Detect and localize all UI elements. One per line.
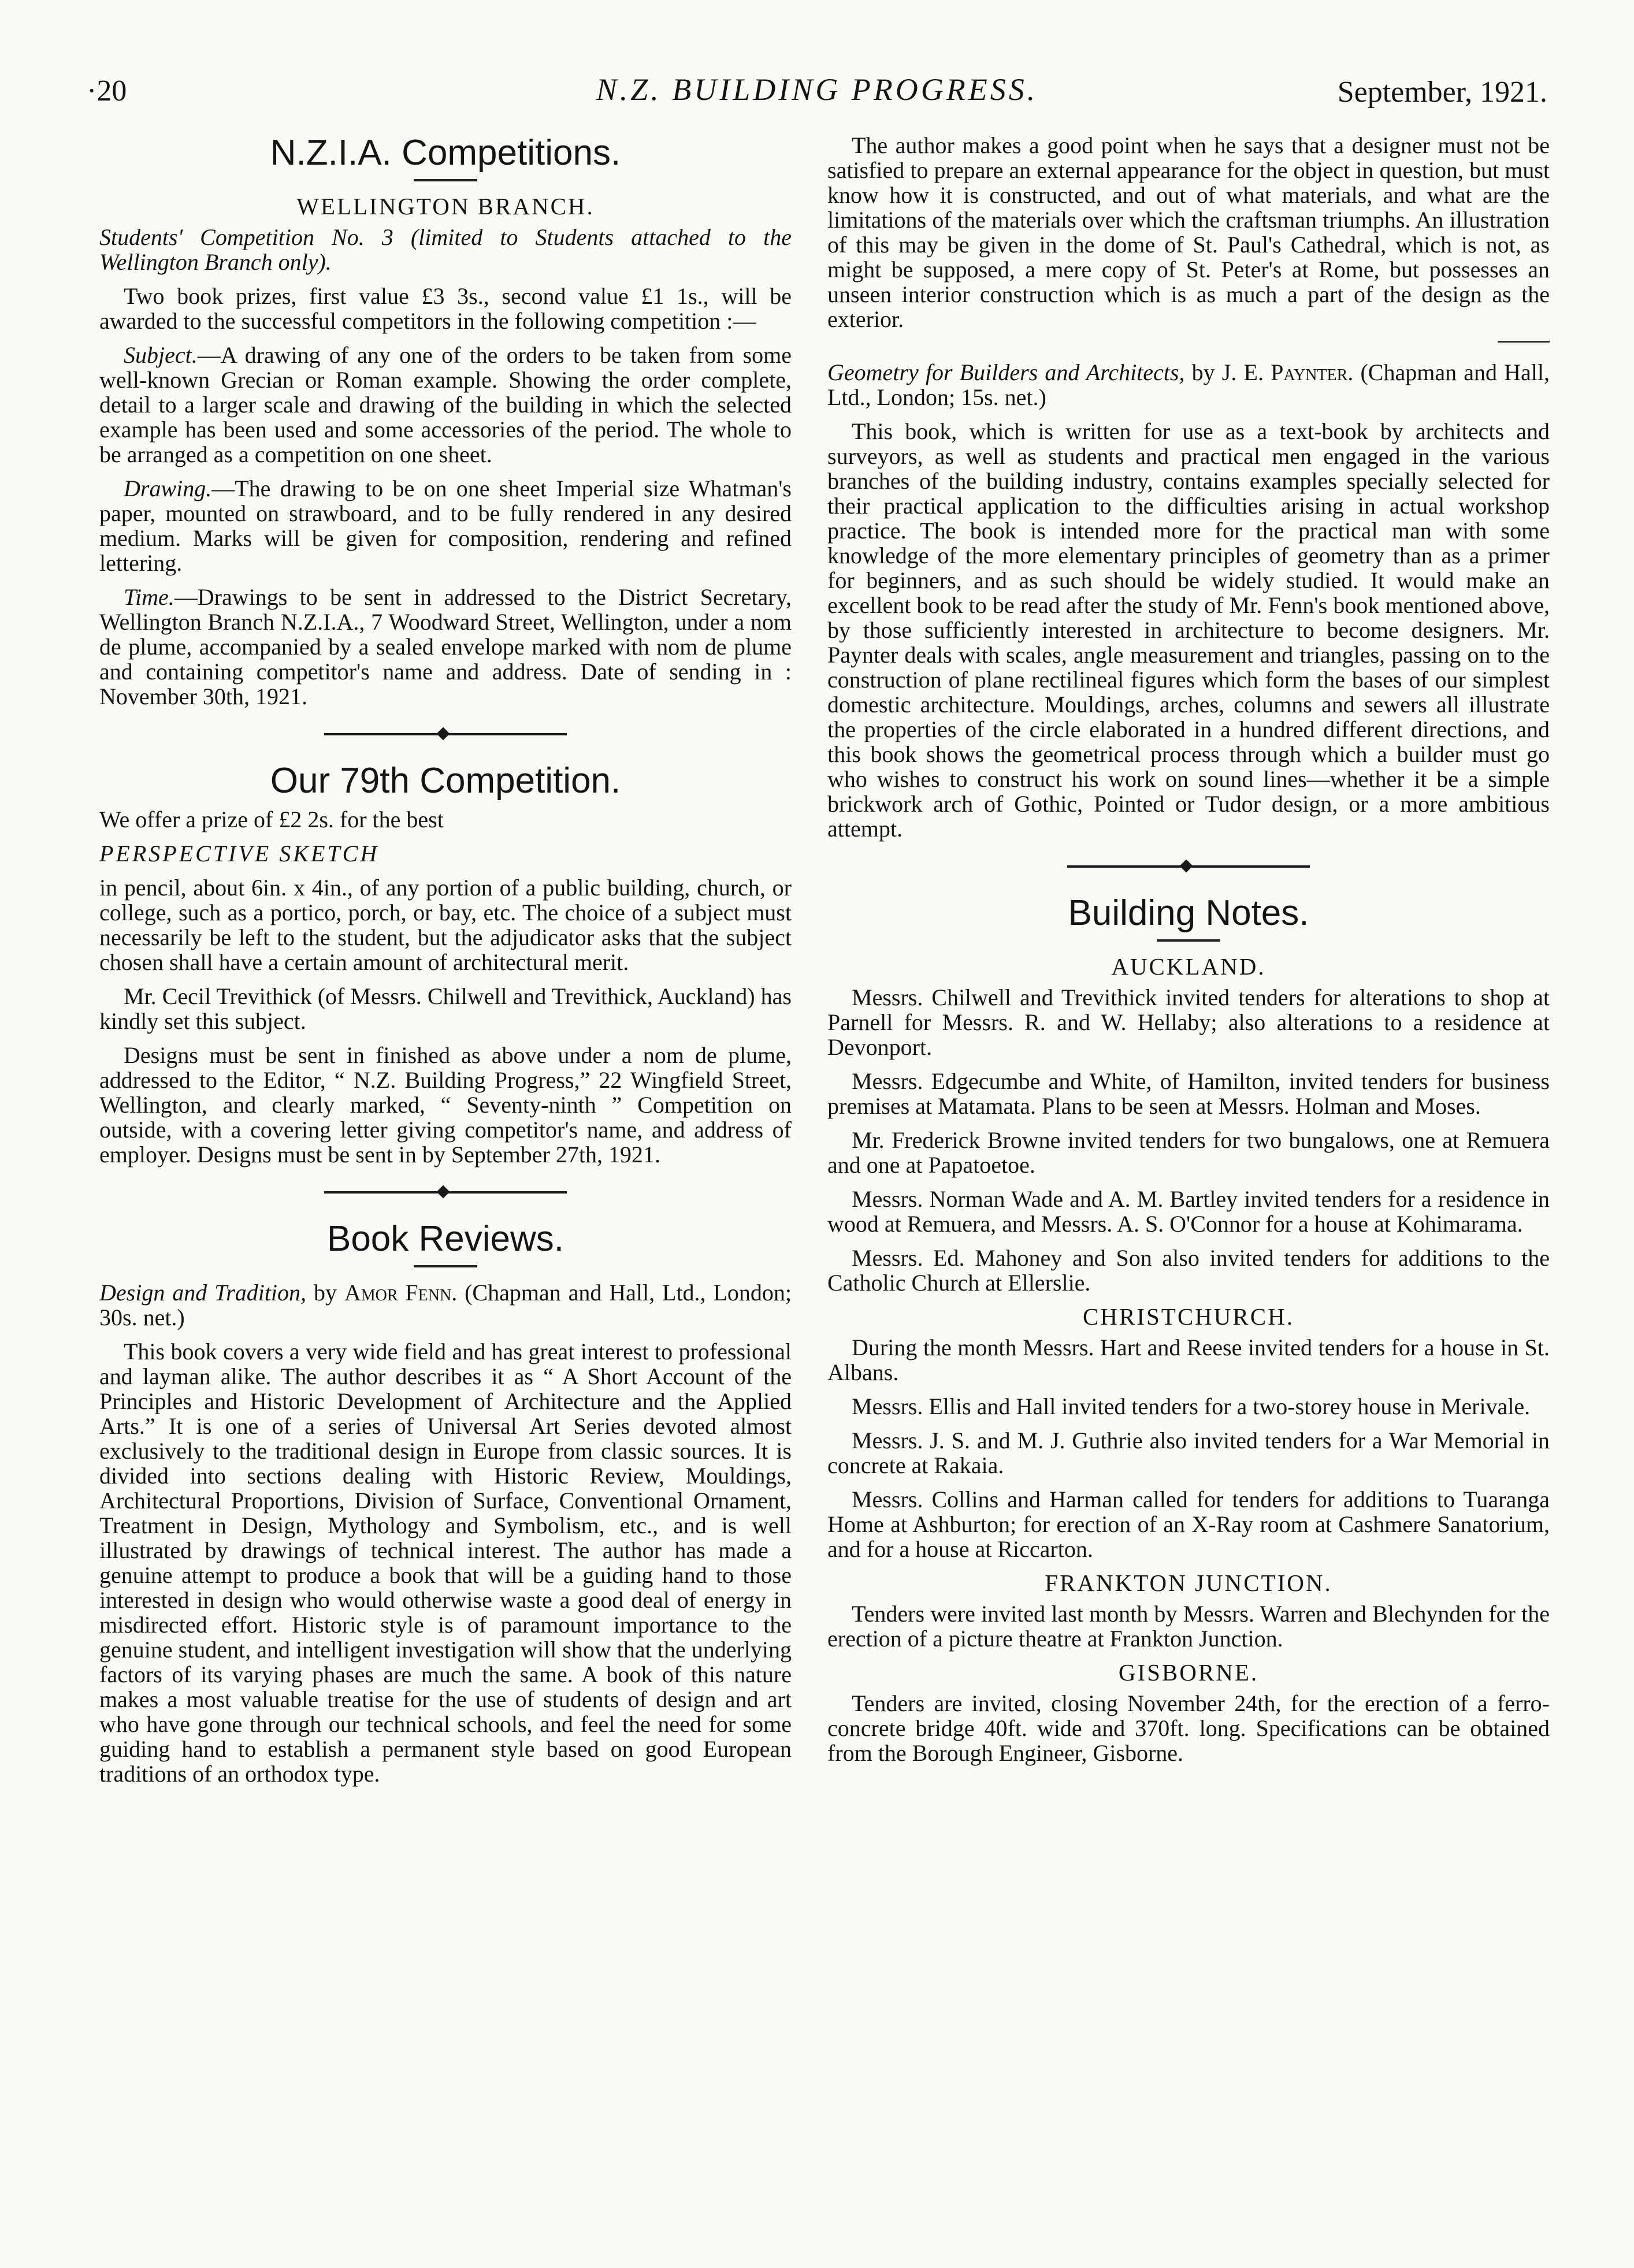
- subject-label: Subject.: [124, 342, 198, 368]
- note-item: Messrs. Chilwell and Trevithick invited tenders for alterations to shop at Parnell for Messrs. R. and W. Hellaby; also alterations to a residence at Devonport.: [827, 984, 1550, 1060]
- competition-subtitle: Students' Competition No. 3 (limited to Students attached to the Wellington Branch only).: [99, 224, 792, 275]
- note-item: Mr. Frederick Browne invited tenders for two bungalows, one at Remuera and one at Papatoetoe.: [827, 1127, 1550, 1178]
- issue-date: September, 1921.: [1337, 76, 1547, 109]
- competition-body: in pencil, about 6in. x 4in., of any portion of a public building, church, or college, such as a portico, porch, or bay, etc. The choice of a subject must necessarily be left to the student, but the adjudicator asks that the subject chosen shall have a certain amount of architectural merit.: [99, 875, 792, 975]
- left-column: [99, 133, 792, 1795]
- region-auckland: AUCKLAND.: [1111, 953, 1266, 980]
- review-continuation: The author makes a good point when he says that a designer must not be satisfied to prepare an external appearance for the object in question, but must know how it is constructed, and out of what materials, and what are the limitations of the materials over which the craftsman triumphs. An illustration of this may be given in the dome of St. Paul's Cathedral, which is not, as might be supposed, a mere copy of St. Peter's at Rome, but possesses an unseen interior construction which is as much a part of the design as the exterior.: [827, 132, 1550, 332]
- note-item: Messrs. Edgecumbe and White, of Hamilton, invited tenders for business premises at Matamata. Plans to be seen at Messrs. Holman and Moses.: [827, 1068, 1550, 1119]
- book1-citation: [99, 1280, 792, 1330]
- region-frankton: FRANKTON JUNCTION.: [1045, 1570, 1332, 1596]
- time-text: —Drawings to be sent in addressed to the District Secretary, Wellington Branch N.Z.I.A., 7 Woodward Street, Wellington, under a nom de plume, accompanied by a sealed envelope marked with nom de plume and containing competitor's name and address. Date of sending in : November 30th, 1921.: [99, 584, 792, 709]
- page-header: [87, 68, 1547, 120]
- book2-publisher: . (Chapman and Hall, Ltd., London; 15s. net.): [827, 359, 1550, 410]
- note-item: Tenders were invited last month by Messrs. Warren and Blechynden for the erection of a picture theatre at Frankton Junction.: [827, 1601, 1550, 1652]
- note-item: Messrs. Norman Wade and A. M. Bartley invited tenders for a residence in wood at Remuera, and Messrs. A. S. O'Connor for a house at Kohimarama.: [827, 1186, 1550, 1237]
- publication-title: N.Z. BUILDING PROGRESS.: [596, 72, 1038, 107]
- section-divider: [324, 724, 567, 743]
- drawing-label: Drawing.: [124, 475, 212, 501]
- note-item: Messrs. Ellis and Hall invited tenders for a two-storey house in Merivale.: [852, 1393, 1531, 1419]
- heading-rule: [1157, 939, 1220, 942]
- book2-review: This book, which is written for use as a text-book by architects and surveyors, as well as students and practical men engaged in the various branches of the building industry, contains examples specially selected for their practical application to the difficulties arising in actual workshop practice. The book is intended more for the practical man with some knowledge of the more elementary principles of geometry than as a primer for beginners, and as such should be widely studied. It would make an excellent book to be read after the study of Mr. Fenn's book mentioned above, by those sufficiently interested in architecture to become designers. Mr. Paynter deals with scales, angle measurement and triangles, passing on to the construction of plane rectilineal figures which form the bases of our simplest domestic architecture. Mouldings, arches, columns and sewers all illustrate the properties of the circle elaborated in a hundred different directions, and this book shows the geometrical process through which a builder must go who wishes to construct his work on sound lines—whether it be a simple brickwork arch of Gothic, Pointed or Tudor design, or a more ambitious attempt.: [827, 418, 1550, 842]
- book2-by: by J. E.: [1184, 359, 1271, 385]
- nzia-heading: N.Z.I.A. Competitions.: [270, 133, 621, 173]
- section-divider: [1067, 856, 1310, 876]
- subject-text: —A drawing of any one of the orders to be taken from some well-known Grecian or Roman example. Showing the order complete, detail to a larger scale and drawing of the building in which the selected example has been used and some accessories of the period. The whole to be arranged as a competition on one sheet.: [99, 342, 792, 467]
- reviews-heading: Book Reviews.: [326, 1219, 565, 1259]
- nzia-intro: Two book prizes, first value £3 3s., second value £1 1s., will be awarded to the successful competitors in the following competition :—: [99, 283, 792, 334]
- competition-heading: Our 79th Competition.: [270, 761, 621, 801]
- book1-publisher: . (Chapman and Hall, Ltd., London; 30s. net.): [99, 1280, 792, 1330]
- heading-rule: [414, 179, 477, 181]
- book1-author: Amor Fenn: [344, 1280, 452, 1306]
- nzia-drawing: [99, 476, 792, 575]
- book2-citation: [827, 360, 1550, 410]
- competition-setter: Mr. Cecil Trevithick (of Messrs. Chilwell and Trevithick, Auckland) has kindly set this subject.: [99, 983, 792, 1034]
- nzia-time: [99, 585, 792, 709]
- competition-prize: We offer a prize of £2 2s. for the best: [99, 806, 444, 832]
- section-divider: [324, 1182, 567, 1202]
- book2-title: Geometry for Builders and Architects,: [827, 359, 1185, 385]
- drawing-text: —The drawing to be on one sheet Imperial size Whatman's paper, mounted on strawboard, and to be fully rendered in any desired medium. Marks will be given for composition, rendering and refined lettering.: [99, 475, 792, 576]
- book1-review: This book covers a very wide field and has great interest to professional and layman alike. The author describes it as “ A Short Account of the Principles and Historic Development of Architecture and the Applied Arts.” It is one of a series of Universal Art Series devoted almost exclusively to the traditional design in Europe from classic sources. It is divided into sections dealing with Historic Review, Mouldings, Architectural Proportions, Division of Surface, Conventional Ornament, Treatment in Design, Mythology and Symbolism, etc., and is well illustrated by drawings of technical interest. The author has made a genuine attempt to produce a book that will be a guiding hand to those interested in design who would otherwise waste a good deal of energy in misdirected effort. Historic style is of paramount importance to the genuine student, and intelligent investigation will show that the underlying factors of its varying phases are much the same. A book of this nature makes a most valuable treatise for the use of students of design and art who have gone through our technical schools, and feel the need for some guiding hand to establish a permanent style based on good European traditions of an orthodox type.: [99, 1339, 792, 1787]
- competition-send: Designs must be sent in finished as above under a nom de plume, addressed to the Editor, “ N.Z. Building Progress,” 22 Wingfield Street, Wellington, and clearly marked, “ Seventy-ninth ” Competition on outside, with a covering letter giving competitor's name, and address of employer. Designs must be sent in by September 27th, 1921.: [99, 1042, 792, 1168]
- notes-heading: Building Notes.: [1068, 893, 1309, 933]
- page-number: ·20: [87, 75, 127, 107]
- right-column: [827, 133, 1550, 1775]
- note-item: Messrs. Ed. Mahoney and Son also invited tenders for additions to the Catholic Church at Ellerslie.: [827, 1245, 1550, 1296]
- short-rule: [1498, 341, 1550, 343]
- book1-title: Design and Tradition,: [99, 1280, 307, 1306]
- book2-author: Paynter: [1271, 359, 1348, 385]
- region-gisborne: GISBORNE.: [1118, 1659, 1259, 1686]
- nzia-subject: [99, 343, 792, 467]
- note-item: Messrs. J. S. and M. J. Guthrie also invited tenders for a War Memorial in concrete at Rakaia.: [827, 1427, 1550, 1478]
- region-christchurch: CHRISTCHURCH.: [1083, 1303, 1294, 1330]
- note-item: Tenders are invited, closing November 24th, for the erection of a ferro-concrete bridge 40ft. wide and 370ft. long. Specifications can be obtained from the Borough Engineer, Gisborne.: [827, 1690, 1550, 1766]
- book1-by: by: [306, 1280, 344, 1306]
- note-item: Messrs. Collins and Harman called for tenders for additions to Tuaranga Home at Ashburton; for erection of an X-Ray room at Cashmere Sanatorium, and for a house at Riccarton.: [827, 1486, 1550, 1562]
- heading-rule: [414, 1265, 477, 1267]
- competition-sketch: PERSPECTIVE SKETCH: [99, 841, 380, 867]
- time-label: Time.: [124, 584, 174, 610]
- branch-heading: WELLINGTON BRANCH.: [296, 193, 595, 220]
- note-item: During the month Messrs. Hart and Reese invited tenders for a house in St. Albans.: [827, 1334, 1550, 1385]
